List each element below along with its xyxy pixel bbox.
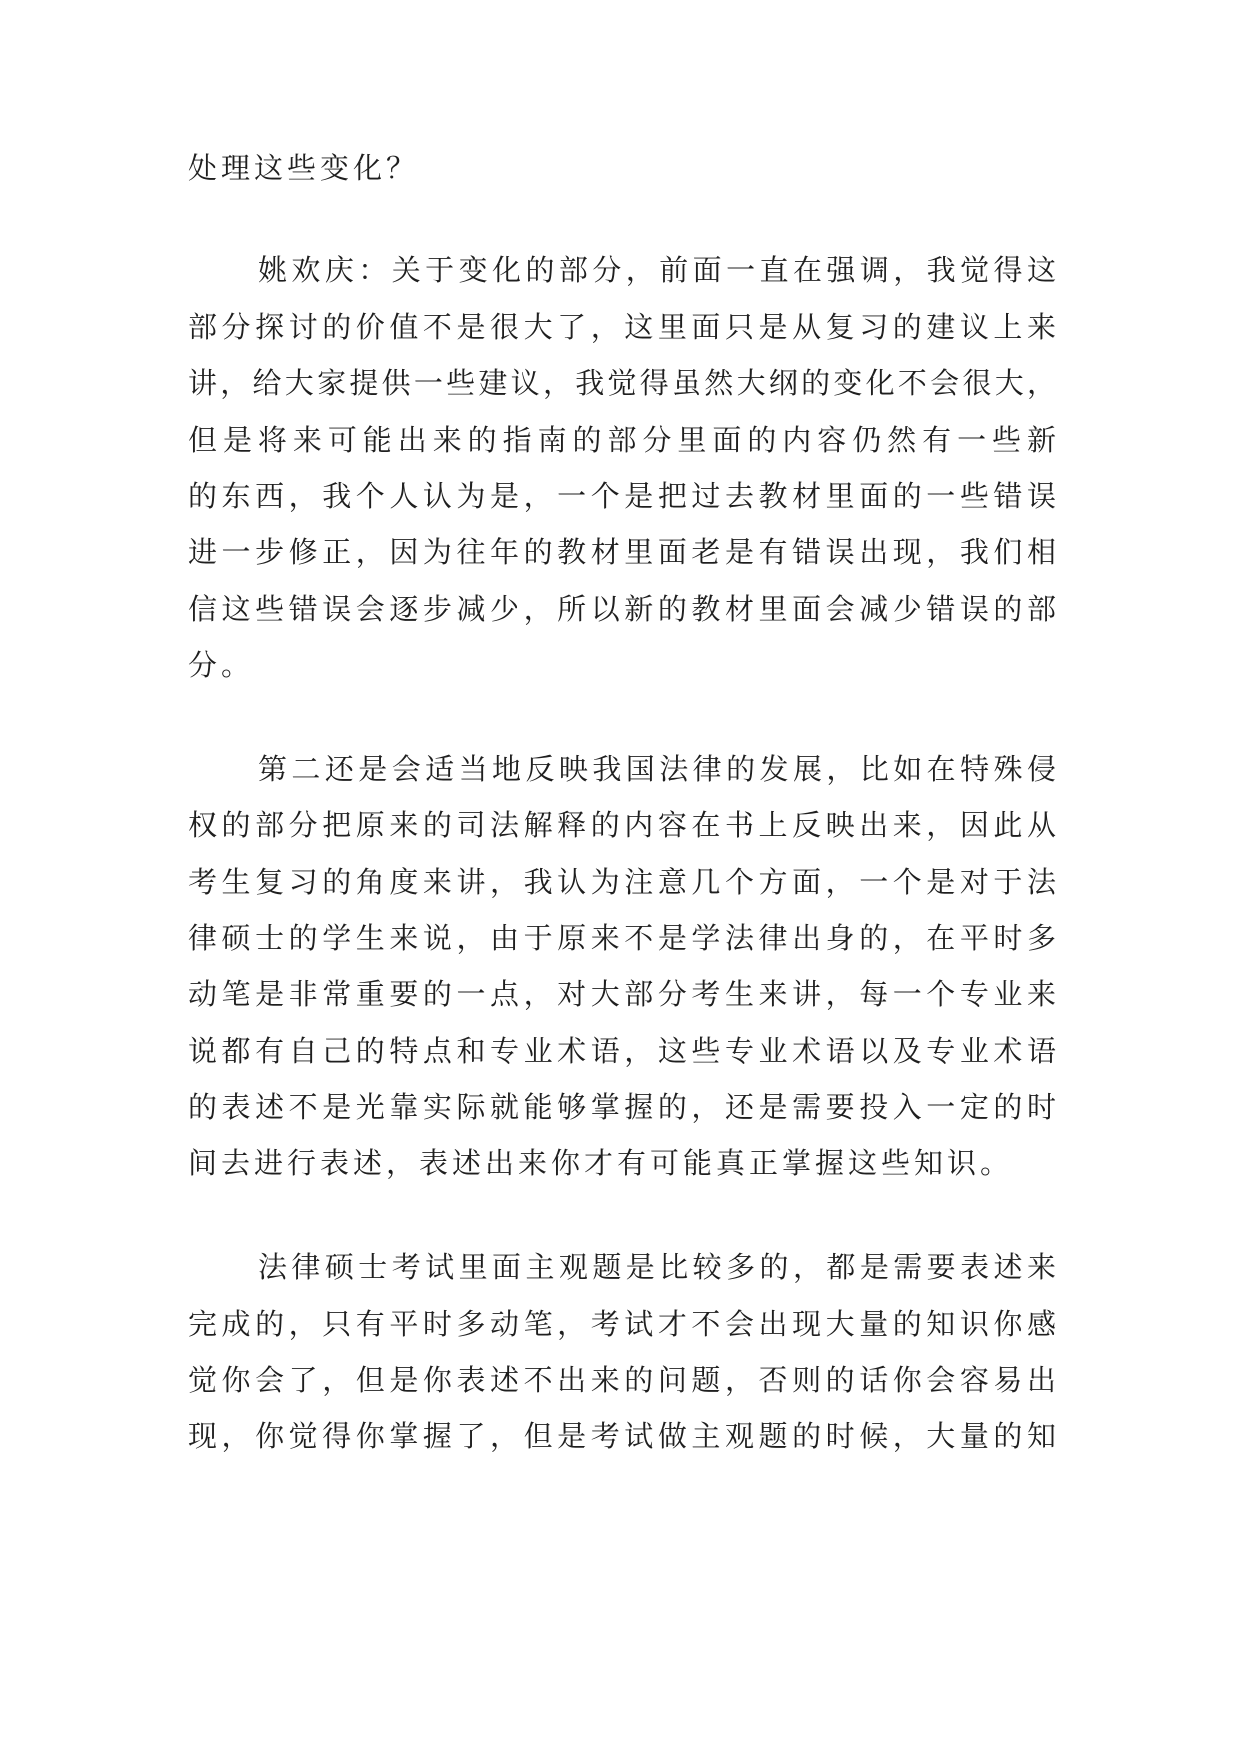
text-line: 法律硕士考试里面主观题是比较多的，都是需要表述来 [258,1250,1056,1284]
text-line: 第二还是会适当地反映我国法律的发展，比如在特殊侵 [258,752,1056,786]
text-line: 但是将来可能出来的指南的部分里面的内容仍然有一些新 [188,423,1056,457]
text-line: 觉你会了，但是你表述不出来的问题，否则的话你会容易出 [188,1363,1056,1397]
text-line: 进一步修正，因为往年的教材里面老是有错误出现，我们相 [188,535,1056,569]
text-line: 部分探讨的价值不是很大了，这里面只是从复习的建议上来 [188,310,1056,344]
text-line: 考生复习的角度来讲，我认为注意几个方面，一个是对于法 [188,865,1056,899]
text-line: 姚欢庆：关于变化的部分，前面一直在强调，我觉得这 [258,253,1056,287]
text-line: 权的部分把原来的司法解释的内容在书上反映出来，因此从 [188,808,1056,842]
text-line: 的表述不是光靠实际就能够掌握的，还是需要投入一定的时 [188,1090,1056,1124]
text-line: 间去进行表述，表述出来你才有可能真正掌握这些知识。 [188,1146,1014,1180]
text-line: 分。 [188,648,255,682]
text-line: 讲，给大家提供一些建议，我觉得虽然大纲的变化不会很大， [188,366,1056,400]
text-line: 现，你觉得你掌握了，但是考试做主观题的时候，大量的知 [188,1419,1056,1453]
text-line: 处理这些变化？ [188,151,420,185]
text-line: 信这些错误会逐步减少，所以新的教材里面会减少错误的部 [188,592,1056,626]
text-line: 律硕士的学生来说，由于原来不是学法律出身的，在平时多 [188,921,1056,955]
text-line: 说都有自己的特点和专业术语，这些专业术语以及专业术语 [188,1034,1056,1068]
text-line: 的东西，我个人认为是，一个是把过去教材里面的一些错误 [188,479,1056,513]
text-line: 完成的，只有平时多动笔，考试才不会出现大量的知识你感 [188,1307,1056,1341]
text-line: 动笔是非常重要的一点，对大部分考生来讲，每一个专业来 [188,977,1056,1011]
